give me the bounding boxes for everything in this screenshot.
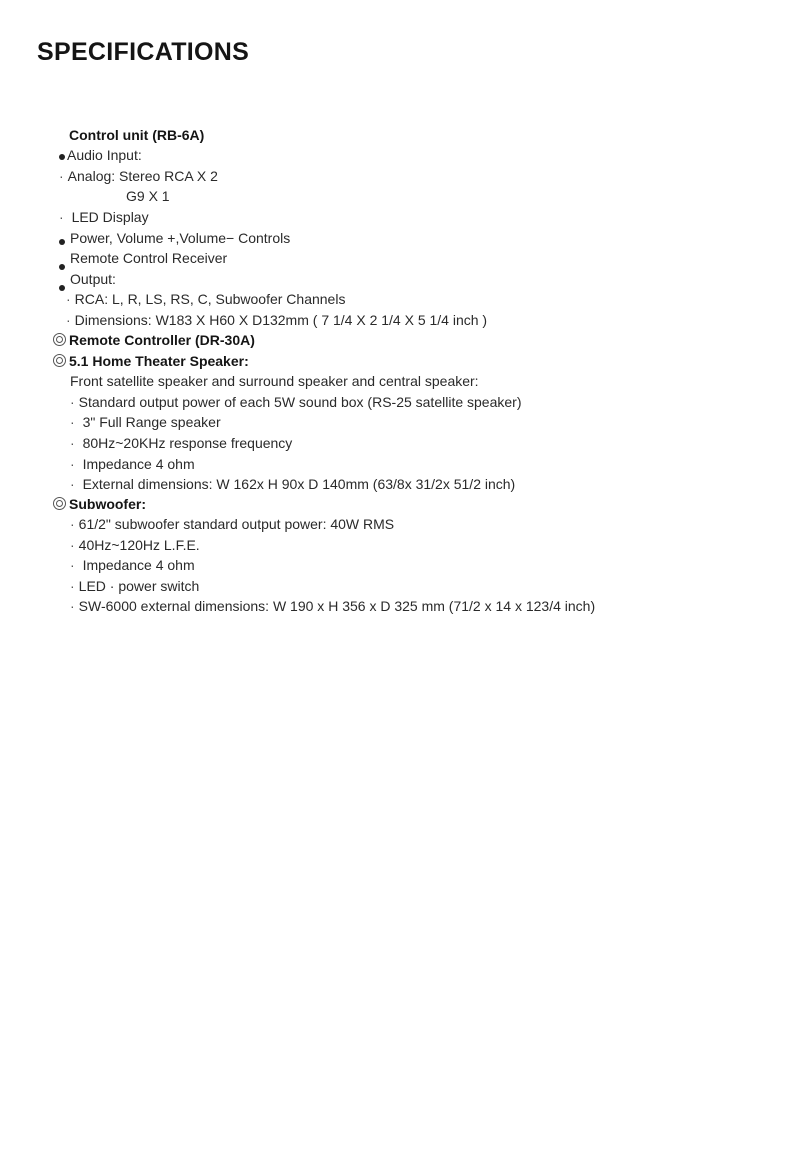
subwoofer-item-text: Impedance 4 ohm (82, 557, 195, 573)
speaker-heading-line (53, 352, 249, 370)
bullet-dot-icon (59, 154, 65, 160)
subwoofer-item-text: LED · power switch (78, 578, 200, 594)
control-unit-heading: Control unit (RB-6A) (69, 127, 205, 143)
list-item (70, 434, 292, 452)
subwoofer-item-text: 40Hz~120Hz L.F.E. (78, 537, 200, 553)
tick-icon: · (70, 414, 75, 430)
list-item (70, 515, 394, 533)
power-line: Power, Volume +,Volume− Controls (70, 230, 291, 246)
list-item (70, 393, 521, 411)
rca-text: RCA: L, R, LS, RS, C, Subwoofer Channels (74, 291, 346, 307)
output-label: Output: (70, 271, 116, 287)
speaker-item-text: 80Hz~20KHz response frequency (82, 435, 293, 451)
tick-icon: · (70, 537, 75, 553)
remote-heading: Remote Controller (DR-30A) (69, 332, 255, 348)
bullet-dot-icon (59, 264, 65, 270)
led-display-line (59, 208, 149, 226)
double-circle-icon (53, 497, 66, 510)
tick-icon: · (70, 598, 75, 614)
tick-icon: · (70, 435, 75, 451)
double-circle-icon (53, 354, 66, 367)
tick-icon: · (70, 394, 75, 410)
tick-icon: · (70, 476, 75, 492)
speaker-item-text: Impedance 4 ohm (82, 456, 195, 472)
remote-heading-line (53, 331, 255, 349)
tick-icon: · (66, 291, 71, 307)
list-item (70, 455, 195, 473)
remote-receiver-line: Remote Control Receiver (70, 250, 228, 266)
list-item (70, 536, 200, 554)
tick-icon: · (70, 516, 75, 532)
subwoofer-heading: Subwoofer: (69, 496, 146, 512)
tick-icon: · (59, 168, 64, 184)
double-circle-icon (53, 333, 66, 346)
analog-text: Analog: Stereo RCA X 2 (67, 168, 218, 184)
tick-icon: · (59, 209, 64, 225)
list-item (70, 475, 515, 493)
subwoofer-heading-line (53, 495, 146, 513)
audio-input-label: Audio Input: (67, 147, 142, 163)
rca-line (66, 290, 345, 308)
list-item (70, 597, 595, 615)
speaker-item-text: 3" Full Range speaker (82, 414, 221, 430)
subwoofer-item-text: SW-6000 external dimensions: W 190 x H 356 x D 325 mm (71/2 x 14 x 123/4 inch) (78, 598, 596, 614)
tick-icon: · (70, 578, 75, 594)
speaker-intro: Front satellite speaker and surround speaker and central speaker: (70, 373, 479, 389)
subwoofer-item-text: 61/2" subwoofer standard output power: 40W RMS (78, 516, 395, 532)
g9-line: G9 X 1 (126, 188, 170, 204)
page-title: SPECIFICATIONS (37, 38, 250, 66)
speaker-heading: 5.1 Home Theater Speaker: (69, 353, 249, 369)
bullet-dot-icon (59, 239, 65, 245)
led-display-text: LED Display (71, 209, 149, 225)
speaker-item-text: External dimensions: W 162x H 90x D 140mm (63/8x 31/2x 51/2 inch) (82, 476, 516, 492)
tick-icon: · (66, 312, 71, 328)
bullet-dot-icon (59, 285, 65, 291)
speaker-item-text: Standard output power of each 5W sound box (RS-25 satellite speaker) (78, 394, 522, 410)
tick-icon: · (70, 557, 75, 573)
list-item (70, 556, 195, 574)
list-item (70, 577, 199, 595)
control-dimensions-line (66, 311, 487, 329)
control-dimensions-text: Dimensions: W183 X H60 X D132mm ( 7 1/4 X 2 1/4 X 5 1/4 inch ) (74, 312, 488, 328)
tick-icon: · (70, 456, 75, 472)
analog-line (59, 167, 218, 185)
list-item (70, 413, 221, 431)
